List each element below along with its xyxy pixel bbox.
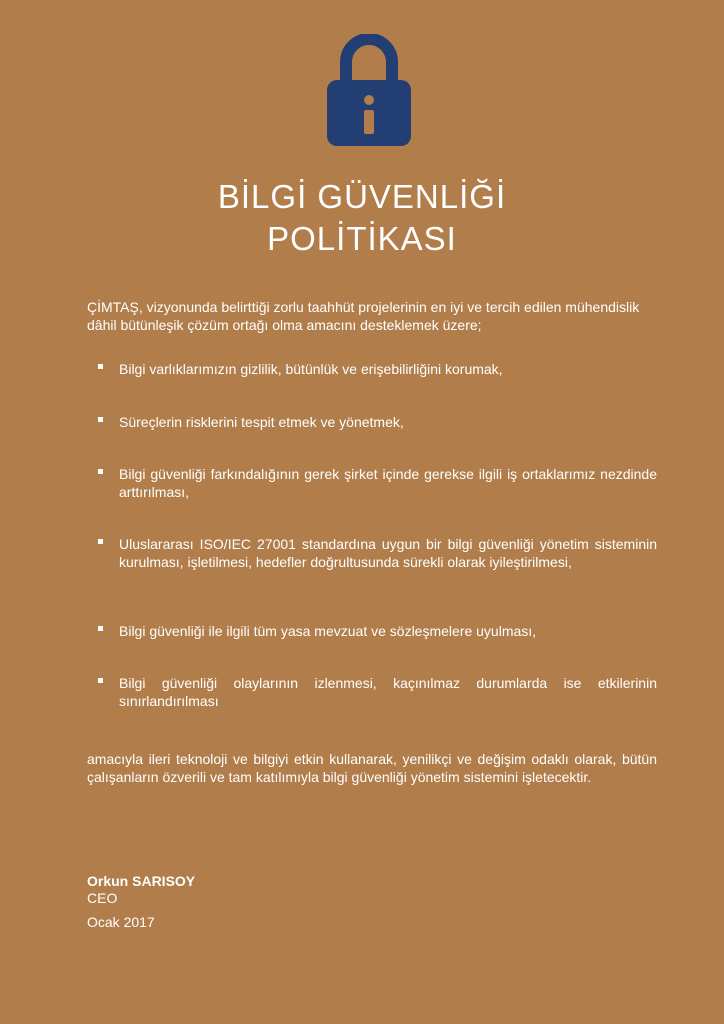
list-item-text: Bilgi güvenliği farkındalığının gerek şirket içinde gerekse ilgili iş ortaklarımız nezdinde arttırılması, <box>119 466 657 500</box>
list-item-text: Bilgi güvenliği ile ilgili tüm yasa mevzuat ve sözleşmelere uyulması, <box>119 623 537 639</box>
signature-date: Ocak 2017 <box>87 914 155 930</box>
list-item <box>87 535 657 571</box>
list-item <box>87 413 657 431</box>
signature-name: Orkun SARISOY <box>87 873 196 889</box>
closing-paragraph: amacıyla ileri teknoloji ve bilgiyi etkin kullanarak, yenilikçi ve değişim odaklı olarak, bütün çalışanların özverili ve tam katılımıyla bilgi güvenliği yönetim sistemini işletecektir. <box>87 751 657 785</box>
title-line-2: POLİTİKASI <box>267 220 457 257</box>
list-item-text: Uluslararası ISO/IEC 27001 standardına uygun bir bilgi güvenliği yönetim sisteminin kurulması, işletilmesi, hedefler doğrultusunda sürekli olarak iyileştirilmesi, <box>119 536 657 570</box>
bullet-square-icon <box>98 469 103 474</box>
bullet-square-icon <box>98 364 103 369</box>
list-item <box>87 465 657 501</box>
bullet-square-icon <box>98 626 103 631</box>
intro-paragraph: ÇİMTAŞ, vizyonunda belirttiği zorlu taahhüt projelerinin en iyi ve tercih edilen mühendislik dâhil bütünleşik çözüm ortağı olma amacını desteklemek üzere; <box>87 299 640 333</box>
list-item <box>87 360 657 378</box>
signature-role: CEO <box>87 890 118 906</box>
list-item <box>87 674 657 710</box>
list-item-text: Süreçlerin risklerini tespit etmek ve yönetmek, <box>119 414 404 430</box>
title-line-1: BİLGİ GÜVENLİĞİ <box>217 178 507 215</box>
bullet-square-icon <box>98 417 103 422</box>
list-item-text: Bilgi güvenliği olaylarının izlenmesi, kaçınılmaz durumlarda ise etkilerinin sınırlandırılması <box>119 675 657 709</box>
list-item-text: Bilgi varlıklarımızın gizlilik, bütünlük ve erişebilirliğini korumak, <box>119 361 503 377</box>
list-item <box>87 622 657 640</box>
lock-info-icon <box>327 34 411 146</box>
bullet-square-icon <box>98 539 103 544</box>
page-title <box>0 176 724 260</box>
bullet-square-icon <box>98 678 103 683</box>
